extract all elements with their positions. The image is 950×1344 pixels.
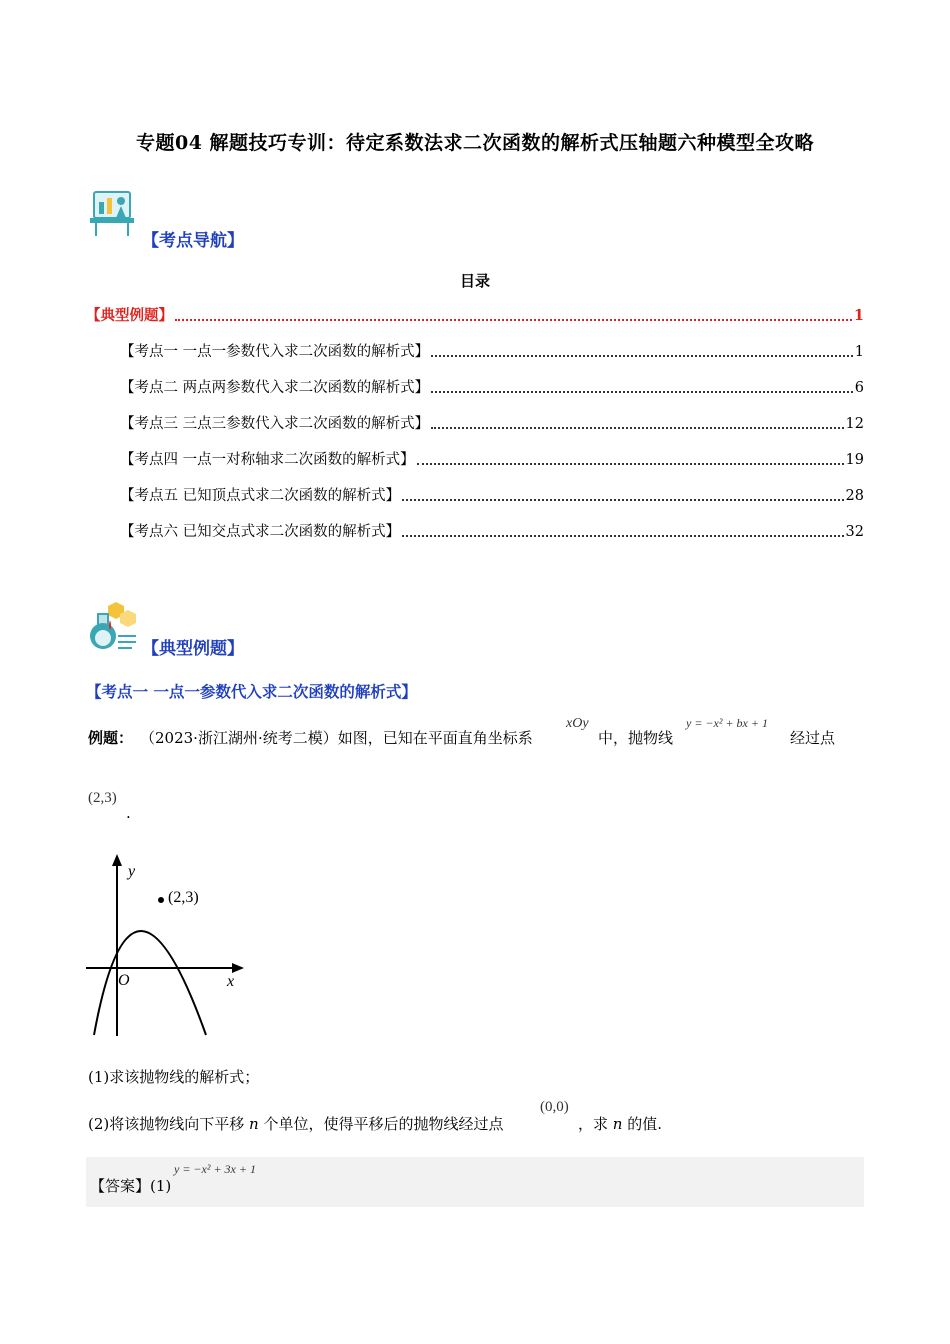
q2-part-b: 个单位，使得平移后的抛物线经过点 [263, 1115, 504, 1133]
question-2-end [578, 1113, 662, 1134]
toc-entry-page: 1 [853, 307, 864, 324]
toc-entry-page: 1 [854, 344, 864, 360]
answer-tag: 【答案】 [90, 1177, 151, 1195]
question-1: (1)求该抛物线的解析式； [88, 1068, 260, 1086]
parabola-formula: y = −x² + bx + 1 [686, 716, 768, 730]
example-period: . [126, 804, 131, 822]
toc-entry-label: 【考点六 已知交点式求二次函数的解析式】 [120, 524, 401, 540]
kaodian-heading: 【考点一 一点一参数代入求二次函数的解析式】 [86, 682, 417, 701]
q2-variable-n: n [249, 1115, 259, 1133]
y-axis-arrow [112, 854, 122, 866]
toc-leader [175, 319, 852, 321]
q2-part-d: 的值. [627, 1115, 663, 1133]
toc-entry[interactable] [120, 520, 864, 541]
toc-entry-page: 12 [845, 416, 864, 432]
toc-leader [402, 499, 843, 501]
toc-entry[interactable] [120, 448, 864, 469]
q2-variable-n2: n [612, 1115, 623, 1133]
parabola-graph [84, 852, 250, 1038]
toc-entry-page: 6 [854, 380, 864, 396]
toc-leader [431, 355, 853, 357]
point-marker [158, 897, 164, 903]
example-prefix: 例题： [88, 729, 134, 747]
toc-entry-label: 【考点一 一点一参数代入求二次函数的解析式】 [120, 344, 430, 360]
q2-point-formula: (0,0) [540, 1099, 569, 1115]
answer-label [90, 1175, 171, 1196]
toc-entry-label: 【考点五 已知顶点式求二次函数的解析式】 [120, 488, 401, 504]
toc-leader [431, 427, 843, 429]
toc-title: 目录 [459, 272, 490, 290]
toc-entry[interactable] [120, 484, 864, 505]
toc-main-entry[interactable] [86, 304, 864, 325]
toc-entry[interactable] [120, 376, 864, 397]
toc-entry-page: 28 [845, 488, 864, 504]
toc-entry-label: 【考点二 两点两参数代入求二次函数的解析式】 [120, 380, 430, 396]
origin-label: O [118, 972, 130, 989]
parabola-curve [94, 931, 206, 1035]
example-source: （2023·浙江湖州·统考二模）如图，已知在平面直角坐标系 [140, 729, 533, 747]
example-suffix: 经过点 [790, 729, 836, 747]
x-axis-label: x [227, 973, 235, 990]
example-mid: 中，抛物线 [598, 729, 674, 747]
toc-leader [431, 391, 853, 393]
q2-part-c: ，求 [578, 1115, 609, 1133]
teacher-board-icon [88, 188, 138, 238]
toc-entry-label: 【典型例题】 [86, 307, 173, 324]
chemistry-flask-icon [88, 600, 138, 652]
page-title: 专题04 解题技巧专训：待定系数法求二次函数的解析式压轴题六种模型全攻略 [135, 132, 815, 154]
question-2 [88, 1113, 504, 1134]
toc-entry-page: 19 [845, 452, 864, 468]
toc-entry-page: 32 [845, 524, 864, 540]
toc-entry-label: 【考点三 三点三参数代入求二次函数的解析式】 [120, 416, 430, 432]
point-formula: (2,3) [88, 790, 117, 806]
toc-leader [402, 535, 843, 537]
answer-formula: y = −x² + 3x + 1 [174, 1162, 256, 1176]
parabola-graph-svg [84, 852, 250, 1038]
toc-entry[interactable] [120, 340, 864, 361]
toc-leader [417, 463, 844, 465]
q2-part-a: (2)将该抛物线向下平移 [88, 1115, 245, 1133]
answer-part: (1) [150, 1177, 172, 1195]
x-axis-arrow [232, 963, 244, 973]
examples-section-heading: 【典型例题】 [142, 639, 244, 659]
toc-entry-label: 【考点四 一点一对称轴求二次函数的解析式】 [120, 452, 415, 468]
toc-entry[interactable] [120, 412, 864, 433]
y-axis-label: y [128, 863, 136, 880]
nav-section-heading: 【考点导航】 [142, 231, 244, 251]
coord-system-formula: xOy [566, 716, 589, 731]
point-label: (2,3) [168, 889, 199, 906]
